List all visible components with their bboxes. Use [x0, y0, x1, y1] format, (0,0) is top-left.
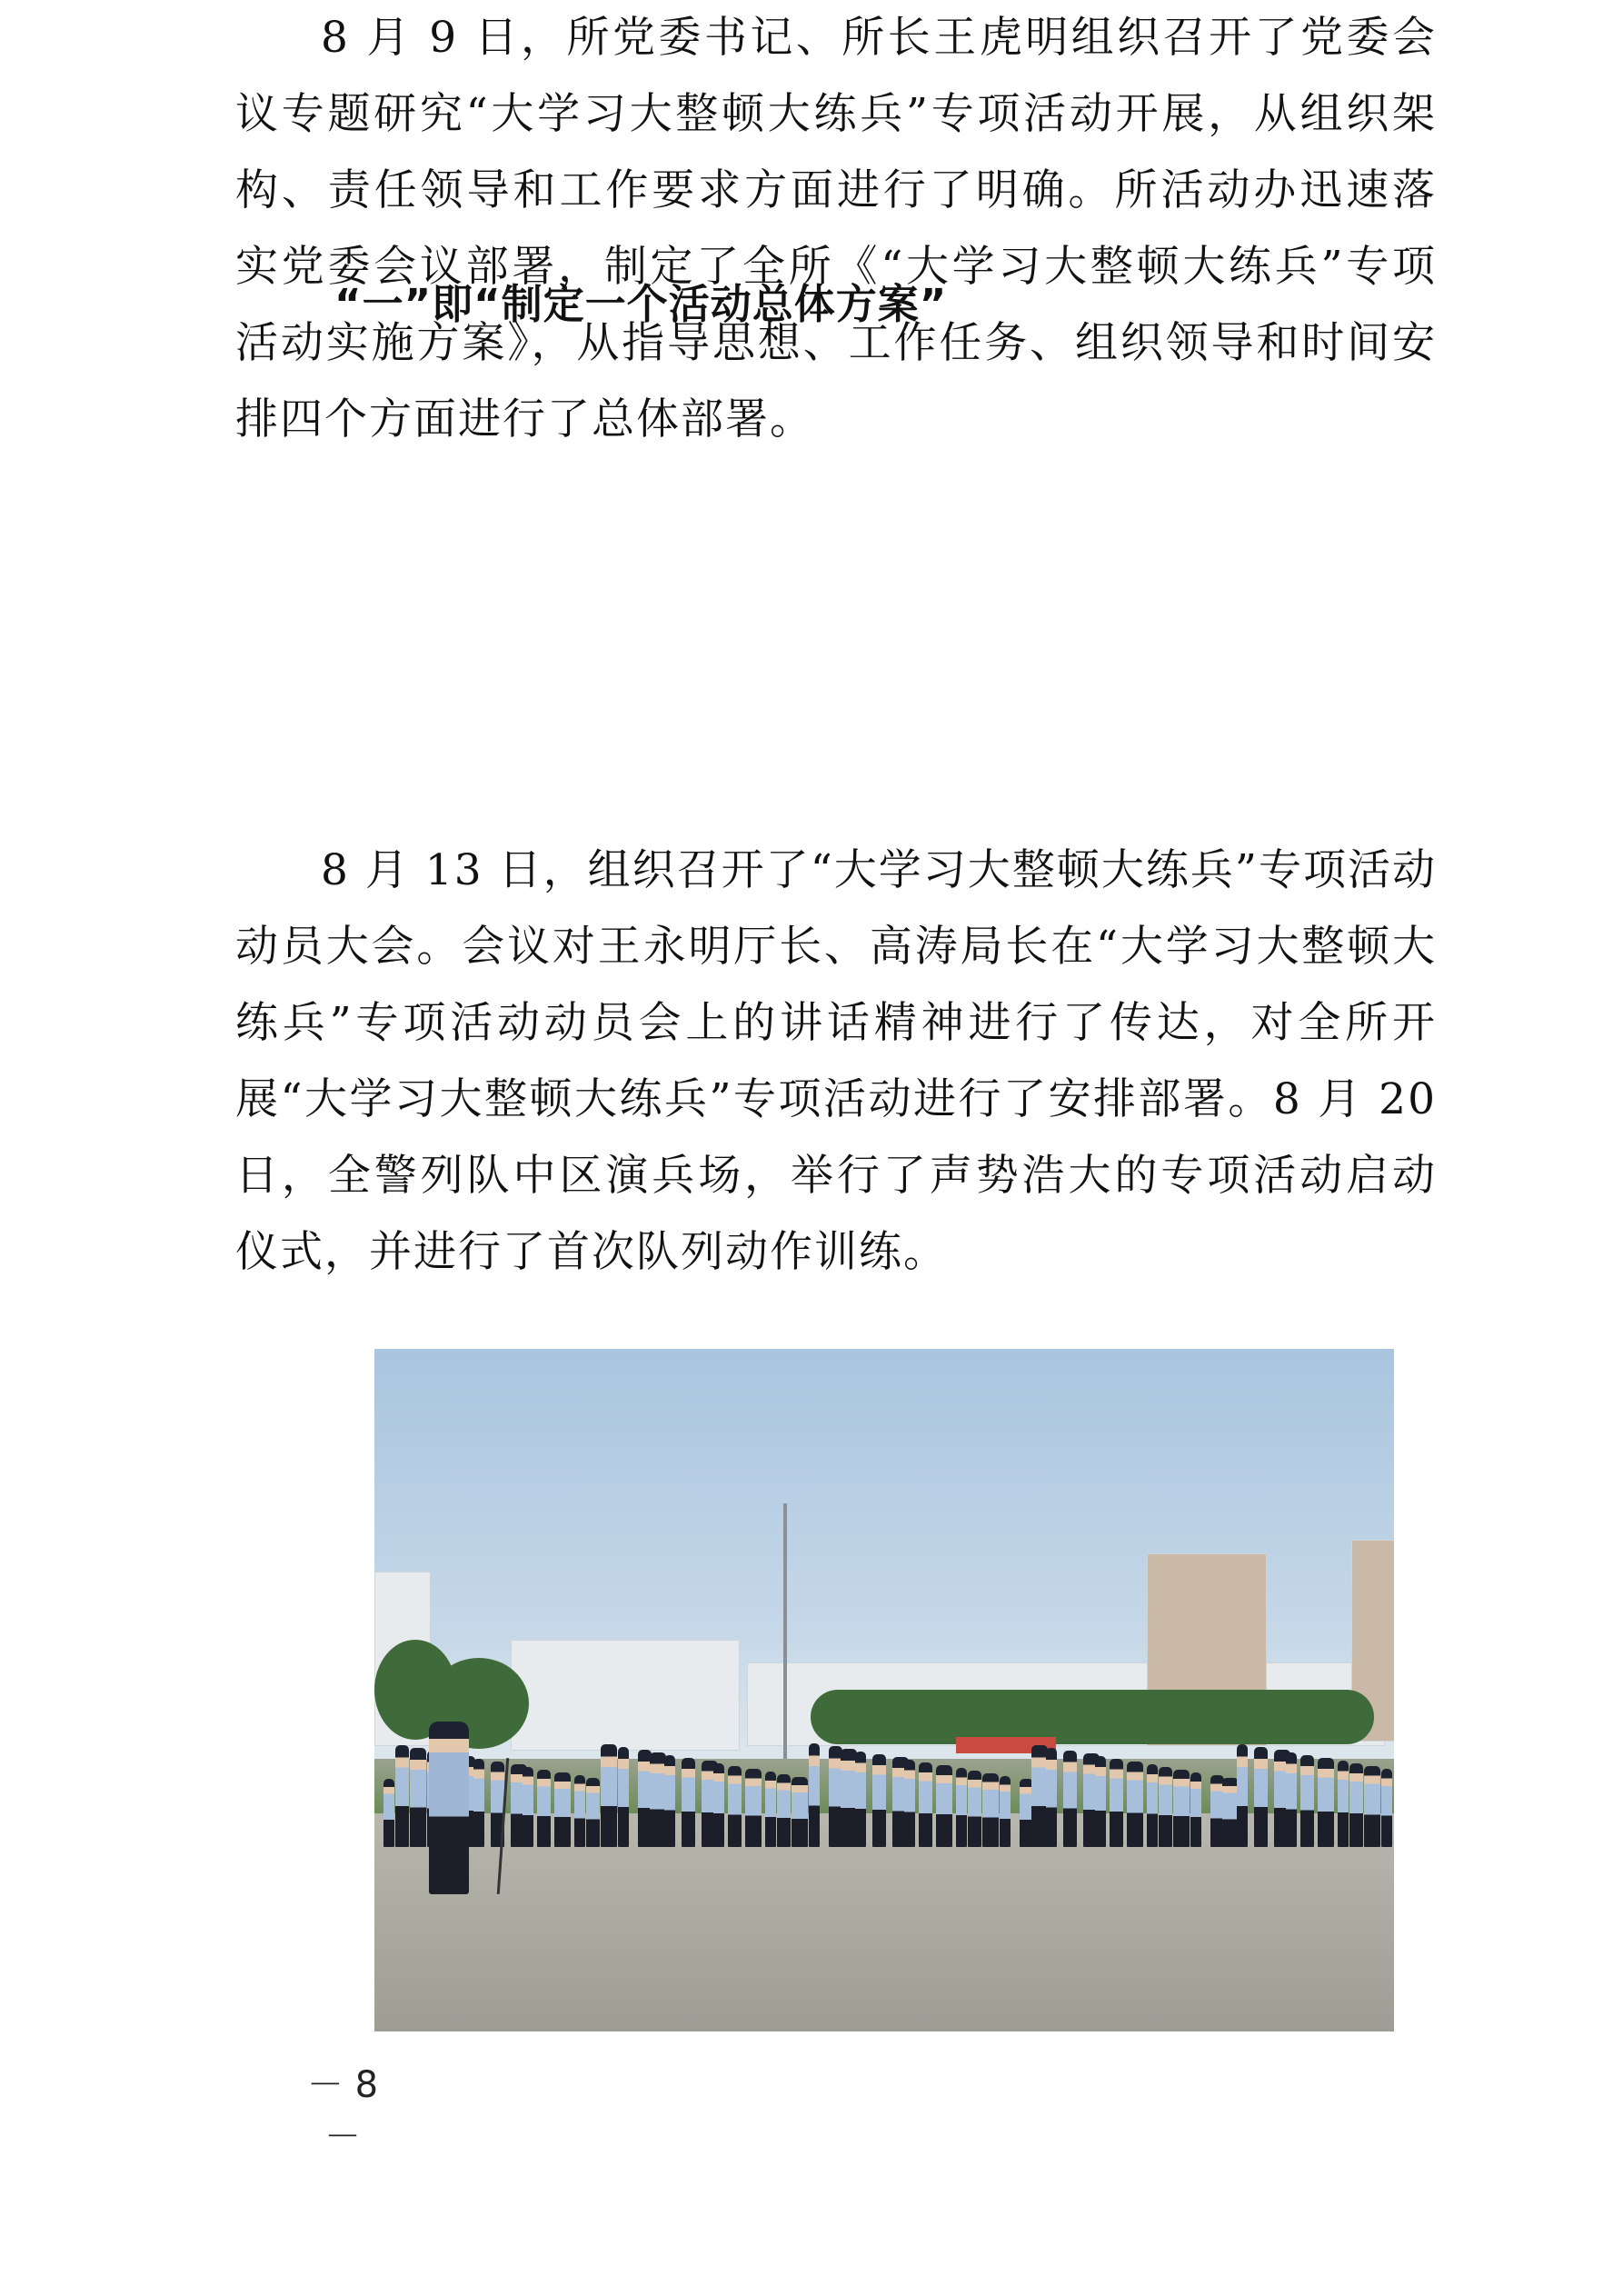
photo-person — [872, 1754, 886, 1847]
photo-speaker — [429, 1722, 469, 1894]
photo-person — [855, 1752, 866, 1847]
body-text — [235, 0, 1437, 458]
section-heading: “一”即“制定一个活动总体方案” — [334, 280, 948, 328]
photo-person — [537, 1770, 551, 1847]
photo-person — [904, 1760, 915, 1847]
photo-person — [1000, 1776, 1011, 1847]
photo-person — [936, 1765, 952, 1847]
photo-person — [1110, 1759, 1123, 1847]
photo-person — [618, 1747, 629, 1847]
photo-person — [1095, 1756, 1106, 1847]
photo-person — [956, 1768, 967, 1847]
photo-person — [1173, 1770, 1190, 1847]
photo-person — [1349, 1763, 1363, 1847]
photo-crowd — [374, 1732, 1394, 1848]
photo-person — [809, 1743, 820, 1847]
photo-person — [554, 1772, 571, 1847]
photo-person — [574, 1775, 585, 1847]
photo-person — [1338, 1761, 1349, 1847]
event-photo — [374, 1349, 1394, 2031]
photo-person — [1147, 1764, 1158, 1847]
photo-person — [601, 1744, 617, 1847]
photo-person — [682, 1758, 695, 1847]
photo-person — [664, 1755, 675, 1847]
paragraph-1: 8 月 9 日，所党委书记、所长王虎明组织召开了党委会议专题研究“大学习大整顿大练兵”专项活动开展，从组织架构、责任领导和工作要求方面进行了明确。所活动办迅速落实党委会议部署，制定了全所《“大学习大整顿大练兵”专项活动实施方案》，从指导思想、工作任务、组织领导和时间安排四个方面进行了总体部署。 — [235, 13, 1437, 444]
photo-person — [395, 1745, 409, 1847]
photo-person — [1254, 1747, 1268, 1847]
photo-person — [1364, 1766, 1380, 1847]
photo-person — [1159, 1767, 1172, 1847]
photo-person — [765, 1772, 776, 1847]
photo-person — [713, 1763, 724, 1847]
photo-person — [919, 1762, 932, 1847]
paragraph-2: 8 月 13 日，组织召开了“大学习大整顿大练兵”专项活动动员大会。会议对王永明厅长、高涛局长在“大学习大整顿大练兵”专项活动动员会上的讲话精神进行了传达，对全所开展“大学习大整顿大练兵”专项活动进行了安排部署。8 月 20 日，全警列队中区演兵场，举行了声势浩大的专项活动启动仪式，并进行了首次队列动作训练。 — [235, 845, 1437, 1277]
photo-person — [383, 1779, 394, 1847]
photo-person — [1381, 1769, 1392, 1847]
photo-person — [968, 1771, 981, 1847]
photo-person — [523, 1767, 533, 1847]
photo-person — [982, 1773, 999, 1847]
photo-person — [745, 1769, 762, 1847]
photo-person — [728, 1766, 742, 1847]
photo-person — [1237, 1744, 1248, 1847]
photo-person — [586, 1778, 600, 1847]
photo-person — [410, 1748, 426, 1847]
photo-person — [1063, 1751, 1077, 1847]
photo-person — [473, 1759, 484, 1847]
photo-person — [1046, 1748, 1057, 1847]
page-number: － 8 － — [306, 2064, 379, 2158]
body-text-2 — [235, 833, 1437, 1291]
photo-person — [1127, 1762, 1143, 1847]
photo-person — [777, 1774, 791, 1847]
photo-person — [1190, 1772, 1201, 1847]
photo-person — [1300, 1755, 1314, 1847]
photo-person — [1318, 1758, 1334, 1847]
photo-person — [1286, 1752, 1297, 1847]
photo-person — [792, 1777, 808, 1847]
